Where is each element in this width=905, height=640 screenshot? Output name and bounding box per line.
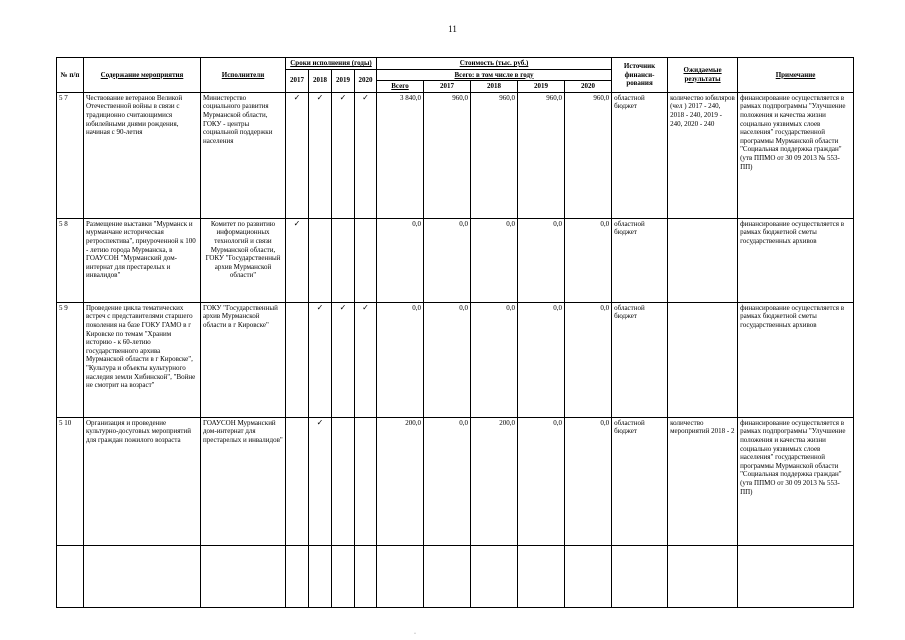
- footer-mark: ·: [414, 631, 416, 637]
- row-num: 5 8: [57, 218, 84, 302]
- header-cost-year: 2017: [424, 81, 471, 93]
- header-terms: Сроки исполнения (годы): [286, 58, 377, 70]
- row-cost: 0,0: [471, 218, 518, 302]
- row-executors: Комитет по развитию информационных технологий и связи Мурманской области, ГОКУ "Государственный архив Мурманской области": [201, 218, 286, 302]
- row-cost: 0,0: [424, 218, 471, 302]
- header-cost-year: 2019: [518, 81, 565, 93]
- header-expected: Ожидаемые результаты: [668, 58, 738, 93]
- check-mark: ✓: [309, 92, 332, 218]
- row-cost: 0,0: [565, 218, 612, 302]
- header-cost-year: 2018: [471, 81, 518, 93]
- row-expected: [668, 302, 738, 417]
- check-mark: ✓: [355, 92, 377, 218]
- row-cost: 960,0: [518, 92, 565, 218]
- row-cost: 960,0: [471, 92, 518, 218]
- check-mark: [355, 417, 377, 545]
- header-cost-year: 2020: [565, 81, 612, 93]
- table-row: [57, 302, 854, 417]
- header-source: Источник финанси- рования: [612, 58, 668, 93]
- row-cost: 0,0: [424, 302, 471, 417]
- row-total: 0,0: [377, 218, 424, 302]
- header-year: 2018: [309, 69, 332, 92]
- row-num: 5 10: [57, 417, 84, 545]
- row-expected: количество юбиляров (чел ) 2017 - 240, 2018 - 240, 2019 - 240, 2020 - 240: [668, 92, 738, 218]
- row-expected: количество мероприятий 2018 - 2: [668, 417, 738, 545]
- header-executors: Исполнители: [201, 58, 286, 93]
- check-mark: [355, 218, 377, 302]
- header-year: 2019: [332, 69, 355, 92]
- row-expected: [668, 218, 738, 302]
- check-mark: ✓: [286, 92, 309, 218]
- check-mark: ✓: [286, 218, 309, 302]
- row-total: 200,0: [377, 417, 424, 545]
- check-mark: [309, 218, 332, 302]
- row-executors: ГОКУ "Государственный архив Мурманской области в г Кировске": [201, 302, 286, 417]
- page-number: 11: [448, 24, 457, 34]
- header-total: Всего: [377, 81, 424, 93]
- row-note: финансирование осуществляется в рамках бюджетной сметы государственных архивов: [738, 218, 854, 302]
- row-cost: 0,0: [518, 417, 565, 545]
- header-cost: Стоимость (тыс. руб.): [377, 58, 612, 70]
- row-source: областной бюджет: [612, 417, 668, 545]
- row-executors: ГОАУСОН Мурманский дом-интернат для престарелых и инвалидов": [201, 417, 286, 545]
- row-num: 5 9: [57, 302, 84, 417]
- check-mark: ✓: [309, 417, 332, 545]
- header-note: Примечание: [738, 58, 854, 93]
- row-content: Проведение цикла тематических встреч с представителями старшего поколения на базе ГОКУ ГАМО в г Кировске по темам "Храним историю - к 60-летию государственного архива Мурманской области в г Кировске", "Культура и объекты культурного наследия земли Хибинской", "Войне не смотрит на возраст": [84, 302, 201, 417]
- row-cost: 0,0: [518, 302, 565, 417]
- check-mark: [332, 218, 355, 302]
- row-note: финансирование осуществляется в рамках бюджетной сметы государственных архивов: [738, 302, 854, 417]
- row-total: 0,0: [377, 302, 424, 417]
- row-content: Организация и проведение культурно-досуговых мероприятий для граждан пожилого возраста: [84, 417, 201, 545]
- row-cost: 0,0: [565, 417, 612, 545]
- row-total: 3 840,0: [377, 92, 424, 218]
- activities-table: [56, 57, 854, 608]
- check-mark: ✓: [332, 302, 355, 417]
- row-cost: 0,0: [565, 302, 612, 417]
- row-cost: 200,0: [471, 417, 518, 545]
- row-note: финансирование осуществляется в рамках подпрограммы "Улучшение положения и качества жизни социально уязвимых слоев населения" государственной программы Мурманской области "Социальная поддержка граждан" (утв ППМО от 30 09 2013 № 553-ПП): [738, 417, 854, 545]
- row-cost: 0,0: [424, 417, 471, 545]
- row-source: областной бюджет: [612, 218, 668, 302]
- row-cost: 0,0: [471, 302, 518, 417]
- row-cost: 960,0: [424, 92, 471, 218]
- check-mark: [332, 417, 355, 545]
- check-mark: ✓: [332, 92, 355, 218]
- check-mark: [286, 302, 309, 417]
- row-source: областной бюджет: [612, 302, 668, 417]
- header-cost-sub: Всего: в том числе в году: [377, 69, 612, 81]
- table-row: [57, 417, 854, 545]
- row-content: Чествование ветеранов Великой Отечественной войны в связи с традиционно считающимися юбилейными днями рождения, начиная с 90-летия: [84, 92, 201, 218]
- table-row: [57, 92, 854, 218]
- header-year: 2020: [355, 69, 377, 92]
- row-num: 5 7: [57, 92, 84, 218]
- check-mark: ✓: [309, 302, 332, 417]
- check-mark: [286, 417, 309, 545]
- row-content: Размещение выставки "Мурманск и мурманчане историческая ретроспектива", приуроченной к 100 - летию города Мурманска, в ГОАУСОН "Мурманский дом-интернат для престарелых и инвалидов": [84, 218, 201, 302]
- table-row: [57, 218, 854, 302]
- row-note: финансирование осуществляется в рамках подпрограммы "Улучшение положения и качества жизни социально уязвимых слоев населения" государственной программы Мурманской области "Социальная поддержка граждан" (утв ППМО от 30 09 2013 № 553-ПП): [738, 92, 854, 218]
- row-source: областной бюджет: [612, 92, 668, 218]
- row-cost: 0,0: [518, 218, 565, 302]
- row-executors: Министерство социального развития Мурманской области, ГОКУ - центры социальной поддержки населения: [201, 92, 286, 218]
- row-cost: 960,0: [565, 92, 612, 218]
- check-mark: ✓: [355, 302, 377, 417]
- header-year: 2017: [286, 69, 309, 92]
- header-content: Содержание мероприятия: [84, 58, 201, 93]
- header-num: № п/п: [57, 58, 84, 93]
- table-row-empty: [57, 545, 854, 607]
